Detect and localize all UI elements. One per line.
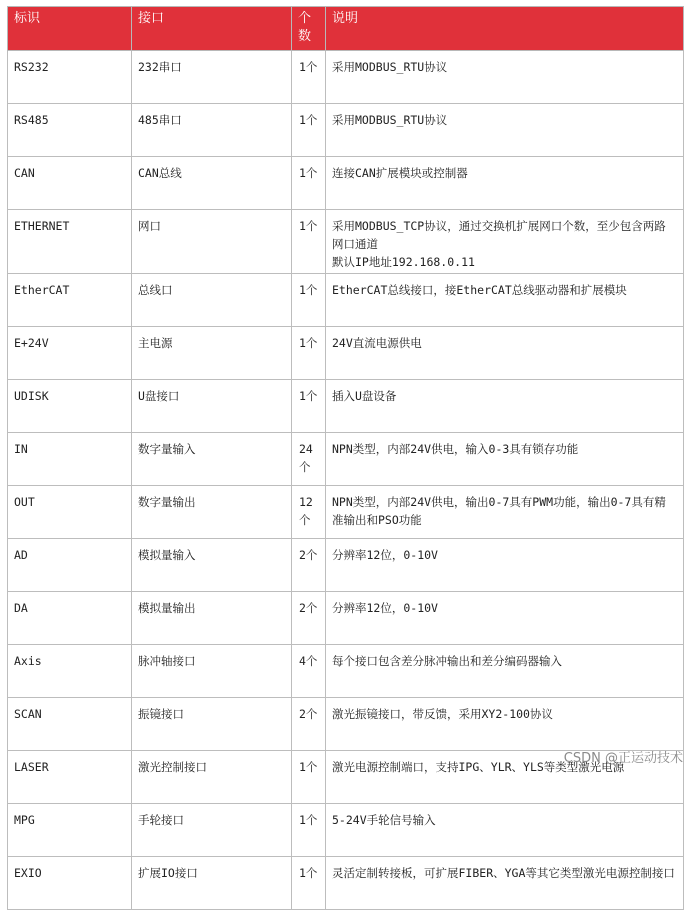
cell-interface: 激光控制接口: [132, 751, 292, 804]
cell-count: 2个: [292, 592, 326, 645]
cell-description: 采用MODBUS_RTU协议: [326, 51, 684, 104]
cell-interface: 脉冲轴接口: [132, 645, 292, 698]
cell-interface: 数字量输出: [132, 486, 292, 539]
header-interface: 接口: [132, 7, 292, 51]
cell-count: 2个: [292, 539, 326, 592]
table-row: [8, 433, 684, 486]
cell-interface: 扩展IO接口: [132, 857, 292, 910]
cell-description: 分辨率12位，0-10V: [326, 539, 684, 592]
cell-description: 连接CAN扩展模块或控制器: [326, 157, 684, 210]
cell-count: 1个: [292, 327, 326, 380]
header-count: 个数: [292, 7, 326, 51]
cell-description: 采用MODBUS_RTU协议: [326, 104, 684, 157]
cell-count: 12个: [292, 486, 326, 539]
cell-id: EtherCAT: [8, 274, 132, 327]
cell-description: 激光振镜接口，带反馈，采用XY2-100协议: [326, 698, 684, 751]
cell-id: AD: [8, 539, 132, 592]
cell-interface: 总线口: [132, 274, 292, 327]
cell-id: E+24V: [8, 327, 132, 380]
cell-count: 1个: [292, 210, 326, 274]
cell-interface: 手轮接口: [132, 804, 292, 857]
cell-interface: 模拟量输出: [132, 592, 292, 645]
cell-id: LASER: [8, 751, 132, 804]
cell-interface: 网口: [132, 210, 292, 274]
table-row: [8, 698, 684, 751]
cell-interface: 数字量输入: [132, 433, 292, 486]
cell-description: EtherCAT总线接口，接EtherCAT总线驱动器和扩展模块: [326, 274, 684, 327]
cell-count: 1个: [292, 51, 326, 104]
cell-description: 24V直流电源供电: [326, 327, 684, 380]
cell-description: 5-24V手轮信号输入: [326, 804, 684, 857]
table-row: [8, 486, 684, 539]
table-row: [8, 645, 684, 698]
table-header-row: [8, 7, 684, 51]
cell-description: 激光电源控制端口，支持IPG、YLR、YLS等类型激光电源: [326, 751, 684, 804]
header-id: 标识: [8, 7, 132, 51]
cell-interface: 振镜接口: [132, 698, 292, 751]
interface-spec-table: [7, 6, 684, 910]
cell-count: 1个: [292, 857, 326, 910]
cell-interface: 485串口: [132, 104, 292, 157]
cell-id: Axis: [8, 645, 132, 698]
cell-count: 1个: [292, 804, 326, 857]
cell-description: NPN类型，内部24V供电，输出0-7具有PWM功能，输出0-7具有精准输出和PSO功能: [326, 486, 684, 539]
cell-description: 分辨率12位，0-10V: [326, 592, 684, 645]
table-row: [8, 327, 684, 380]
cell-interface: 模拟量输入: [132, 539, 292, 592]
table-row: [8, 380, 684, 433]
cell-count: 1个: [292, 104, 326, 157]
cell-id: CAN: [8, 157, 132, 210]
cell-count: 1个: [292, 380, 326, 433]
table-row: [8, 274, 684, 327]
cell-id: RS485: [8, 104, 132, 157]
cell-id: MPG: [8, 804, 132, 857]
header-description: 说明: [326, 7, 684, 51]
table-row: [8, 210, 684, 274]
table-row: [8, 157, 684, 210]
csdn-watermark: CSDN @正运动技术: [563, 751, 683, 766]
cell-id: SCAN: [8, 698, 132, 751]
cell-id: OUT: [8, 486, 132, 539]
cell-interface: 主电源: [132, 327, 292, 380]
table-row: [8, 104, 684, 157]
table-row: [8, 592, 684, 645]
cell-id: UDISK: [8, 380, 132, 433]
cell-count: 24个: [292, 433, 326, 486]
cell-id: IN: [8, 433, 132, 486]
cell-id: DA: [8, 592, 132, 645]
cell-description: NPN类型，内部24V供电，输入0-3具有锁存功能: [326, 433, 684, 486]
cell-interface: 232串口: [132, 51, 292, 104]
cell-description: 采用MODBUS_TCP协议，通过交换机扩展网口个数，至少包含两路网口通道 默认IP地址192.168.0.11: [326, 210, 684, 274]
table-row: [8, 857, 684, 910]
cell-interface: U盘接口: [132, 380, 292, 433]
cell-interface: CAN总线: [132, 157, 292, 210]
cell-count: 1个: [292, 274, 326, 327]
cell-count: 1个: [292, 157, 326, 210]
cell-count: 4个: [292, 645, 326, 698]
cell-description: 灵活定制转接板，可扩展FIBER、YGA等其它类型激光电源控制接口: [326, 857, 684, 910]
cell-description: 每个接口包含差分脉冲输出和差分编码器输入: [326, 645, 684, 698]
table-row: [8, 539, 684, 592]
table-row: [8, 51, 684, 104]
cell-id: ETHERNET: [8, 210, 132, 274]
cell-count: 2个: [292, 698, 326, 751]
cell-id: EXIO: [8, 857, 132, 910]
cell-description: 插入U盘设备: [326, 380, 684, 433]
cell-id: RS232: [8, 51, 132, 104]
cell-count: 1个: [292, 751, 326, 804]
table-row: [8, 804, 684, 857]
